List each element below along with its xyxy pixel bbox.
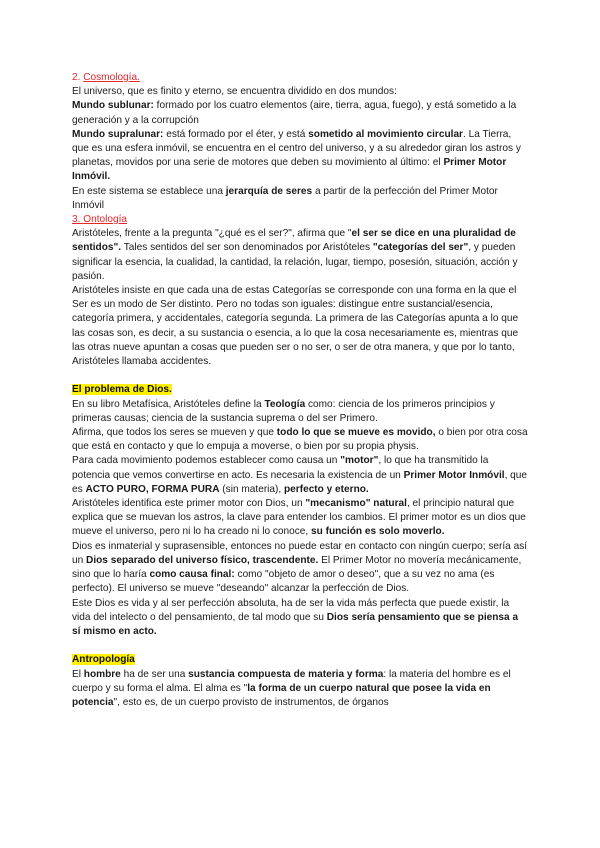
text-run: a partir de la perfección del Primer Motor Inmóvil bbox=[72, 185, 498, 211]
document-page bbox=[72, 71, 528, 710]
bold-term: Teología bbox=[264, 398, 306, 410]
bold-term: todo lo que se mueve es movido, bbox=[276, 427, 436, 439]
paragraph bbox=[72, 497, 528, 540]
text-run: formado por los cuatro elementos (aire, tierra, agua, fuego), y está sometido a la generación y a la corrupción bbox=[72, 100, 517, 126]
paragraph bbox=[72, 185, 528, 213]
text-run: Este Dios es vida y al ser perfección absoluta, ha de ser la vida más perfecta que puede existir, la vida del intelecto o del pensamiento, de tal modo que su bbox=[72, 597, 510, 623]
bold-term: su función es solo moverlo. bbox=[311, 526, 445, 538]
text-run: como: ciencia de los primeros principios y primeras causas; ciencia de la sustancia suprema o del ser Primero. bbox=[72, 398, 495, 424]
text-run: Aristóteles, frente a la pregunta "¿qué es el ser?", afirma que " bbox=[72, 228, 352, 240]
spacer bbox=[72, 369, 528, 383]
paragraph bbox=[72, 227, 528, 284]
section-heading-cosmologia bbox=[72, 71, 528, 85]
bold-term: perfecto y eterno. bbox=[284, 483, 369, 495]
text-run: Aristóteles identifica este primer motor con Dios, un bbox=[72, 498, 306, 510]
bold-term: como causa final: bbox=[149, 569, 235, 581]
section-heading-ontologia bbox=[72, 213, 528, 227]
paragraph: El universo, que es finito y eterno, se encuentra dividido en dos mundos: bbox=[72, 86, 397, 98]
section-number: 2. bbox=[72, 72, 84, 83]
text-run: En este sistema se establece una bbox=[72, 185, 226, 197]
text-run: : la materia del hombre es el cuerpo y su forma el alma. El alma es " bbox=[72, 668, 511, 694]
bold-term: sustancia compuesta de materia y forma bbox=[188, 668, 384, 680]
bold-term: Dios sería pensamiento que se piensa a sí mismo en acto. bbox=[72, 611, 519, 637]
text-run: (sin materia), bbox=[219, 483, 285, 495]
text-run: ", esto es, de un cuerpo provisto de instrumentos, de órganos bbox=[113, 696, 389, 708]
text-run: . La Tierra, que es una esfera inmóvil, se encuentra en el centro del universo, y a su alrededor giran los astros y planetas, movidos por una serie de motores que deben su movimiento al último: el bbox=[72, 128, 521, 169]
text-run: o bien por otra cosa que está en contacto y que lo empuja a moverse, o bien por su propia physis. bbox=[72, 427, 528, 453]
bold-term: jerarquía de seres bbox=[225, 185, 313, 197]
bold-term: sometido al movimiento circular bbox=[308, 128, 463, 140]
bold-term: el ser se dice en una pluralidad de sentidos". bbox=[72, 228, 516, 254]
paragraph: Aristóteles insiste en que cada una de estas Categorías se corresponde con una forma en la que el Ser es un modo de Ser distinto. Pero no todas son iguales: distingue entre sustancial/esencia, categoría primera, y accidentales, categoría segunda. La primera de las Categorías apunta a lo que las cosas son, es decir, a su sustancia o esencia, a lo que la cosa necesariamente es, mientras que las otras nueve apuntan a cosas que pueden ser o no ser, o ser de otra manera, y que por lo tanto, Aristóteles llamaba accidentes. bbox=[72, 285, 519, 368]
bold-term: "mecanismo" natural bbox=[305, 498, 407, 510]
bold-term: Dios separado del universo físico, trascendente. bbox=[86, 554, 319, 566]
bold-term: "categorías del ser" bbox=[372, 242, 469, 254]
paragraph bbox=[72, 597, 528, 640]
paragraph bbox=[72, 454, 528, 497]
bold-term: la forma de un cuerpo natural que posee la vida en potencia bbox=[72, 682, 491, 708]
text-run: Tales sentidos del ser son denominados por Aristóteles bbox=[121, 242, 373, 254]
text-run: , que es bbox=[72, 469, 528, 495]
paragraph bbox=[72, 668, 528, 711]
text-run: Afirma, que todos los seres se mueven y que bbox=[72, 427, 277, 439]
section-title-highlight: El problema de Dios. bbox=[72, 384, 172, 396]
text-run: , lo que ha transmitido la potencia que vemos convertirse en acto. Es necesaria la existencia de un bbox=[72, 455, 489, 481]
paragraph bbox=[72, 398, 528, 426]
section-title: Ontología bbox=[83, 214, 128, 226]
paragraph bbox=[72, 99, 528, 127]
paragraph bbox=[72, 128, 528, 185]
text-run: Para cada movimiento podemos establecer como causa un bbox=[72, 455, 341, 467]
section-heading-antropologia bbox=[72, 653, 528, 667]
section-title: Cosmología. bbox=[83, 72, 140, 83]
paragraph bbox=[72, 426, 528, 454]
bold-term: Primer Motor Inmóvil. bbox=[72, 157, 507, 183]
paragraph bbox=[72, 540, 528, 597]
text-run: El bbox=[72, 668, 84, 680]
section-heading-dios bbox=[72, 383, 528, 397]
bold-term: Mundo supralunar: bbox=[72, 128, 164, 140]
text-run: En su libro Metafísica, Aristóteles define la bbox=[72, 398, 265, 410]
text-run: ha de ser una bbox=[120, 668, 189, 680]
bold-term: ACTO PURO, FORMA PURA bbox=[85, 483, 220, 495]
bold-term: Mundo sublunar: bbox=[72, 100, 154, 112]
text-run: El Primer Motor no movería mecánicamente, sino que lo haría bbox=[72, 554, 522, 581]
bold-term: "motor" bbox=[340, 455, 379, 467]
section-title-highlight: Antropología bbox=[72, 654, 135, 666]
text-run: está formado por el éter, y está bbox=[163, 128, 309, 140]
spacer bbox=[72, 639, 528, 653]
text-run: Dios es inmaterial y suprasensible, entonces no puede estar en contacto con ningún cuerpo; sería así un bbox=[72, 540, 528, 566]
text-run: como "objeto de amor o deseo", que a su vez no ama (es perfecto). El universo se mueve "deseando" alcanzar la perfección de Dios. bbox=[72, 569, 495, 595]
bold-term: Primer Motor Inmóvil bbox=[403, 469, 505, 481]
section-number: 3. bbox=[72, 214, 84, 226]
bold-term: hombre bbox=[83, 668, 121, 680]
text-run: , y pueden significar la esencia, la cualidad, la cantidad, la relación, lugar, tiempo, posesión, situación, acción y pasión. bbox=[72, 242, 518, 282]
text-run: , el principio natural que explica que se muevan los astros, la clave para entender los cambios. El primer motor es un dios que mueve el universo, pero ni lo ha creado ni lo conoce, bbox=[72, 498, 526, 538]
